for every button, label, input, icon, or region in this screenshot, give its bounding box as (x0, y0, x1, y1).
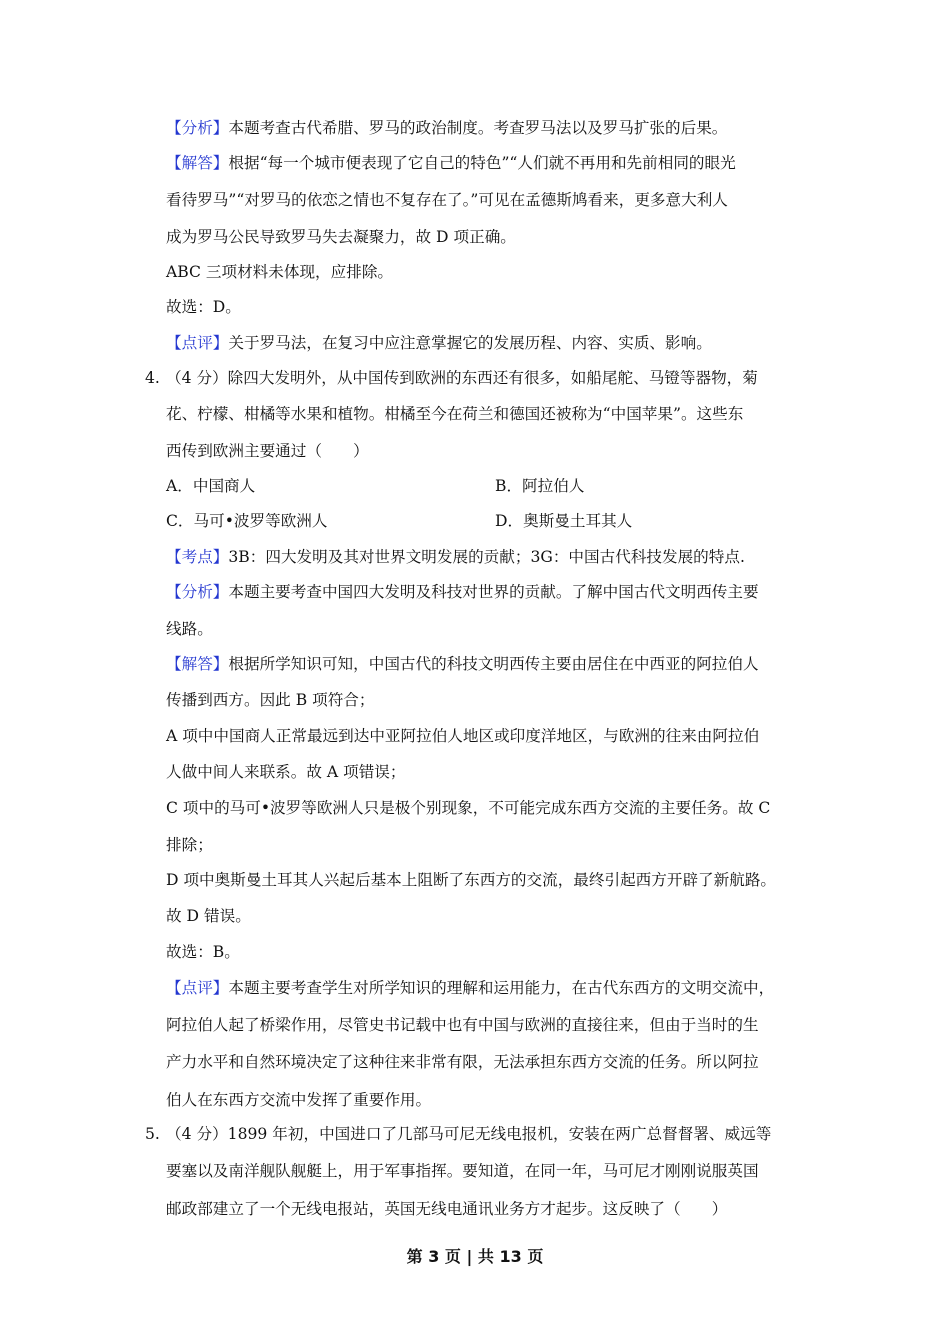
line-text: ABC 三项材料未体现，应排除。 (166, 263, 394, 281)
line-text: 线路。 (166, 620, 213, 638)
text-line (166, 654, 759, 674)
text-line (166, 333, 712, 353)
line-text: 本题考查古代希腊、罗马的政治制度。考查罗马法以及罗马扩张的后果。 (228, 119, 728, 137)
text-line (166, 619, 213, 639)
text-line (166, 441, 369, 461)
line-text: 故选：B。 (166, 943, 240, 961)
section-tag: 【点评】 (166, 334, 229, 352)
text-line (166, 1161, 759, 1181)
line-text: 邮政部建立了一个无线电报站，英国无线电通讯业务方才起步。这反映了（ ） (166, 1200, 728, 1218)
answer-option: C．马可•波罗等欧洲人 (166, 512, 328, 530)
text-line (166, 835, 213, 855)
line-text: 根据“每一个城市便表现了它自己的特色”“人们就不再用和先前相同的眼光 (228, 154, 736, 172)
section-tag: 【考点】 (166, 548, 229, 566)
question-number: 4. (145, 369, 160, 387)
text-line (166, 190, 728, 210)
line-text: 关于罗马法，在复习中应注意掌握它的发展历程、内容、实质、影响。 (228, 334, 712, 352)
line-text: 花、柠檬、柑橘等水果和植物。柑橘至今在荷兰和德国还被称为“中国苹果”。这些东 (166, 405, 744, 423)
text-line (166, 942, 240, 962)
line-text: D 项中奥斯曼土耳其人兴起后基本上阻断了东西方的交流，最终引起西方开辟了新航路。 (166, 871, 777, 889)
text-line (166, 582, 759, 602)
text-line (166, 1052, 759, 1072)
text-line (166, 1090, 431, 1110)
question-stem-line (166, 1124, 771, 1144)
answer-option: A．中国商人 (166, 477, 256, 495)
line-text: 要塞以及南洋舰队舰艇上，用于军事指挥。要知道，在同一年，马可尼才刚刚说服英国 (166, 1162, 759, 1180)
section-tag: 【点评】 (166, 979, 229, 997)
line-text: 排除； (166, 836, 213, 854)
line-text: 3B：四大发明及其对世界文明发展的贡献；3G：中国古代科技发展的特点. (228, 548, 745, 566)
section-tag: 【分析】 (166, 583, 229, 601)
answer-option: D．奥斯曼土耳其人 (495, 512, 633, 530)
text-line (166, 798, 770, 818)
answer-option: B．阿拉伯人 (495, 477, 585, 495)
line-text: 产力水平和自然环境决定了这种往来非常有限，无法承担东西方交流的任务。所以阿拉 (166, 1053, 759, 1071)
section-tag: 【分析】 (166, 119, 229, 137)
line-text: 本题主要考查中国四大发明及科技对世界的贡献。了解中国古代文明西传主要 (228, 583, 759, 601)
text-line (166, 978, 774, 998)
text-line (166, 1199, 727, 1219)
text-line (166, 547, 745, 567)
text-line (166, 726, 759, 746)
question-number: 5. (145, 1125, 160, 1143)
text-line (166, 1015, 759, 1035)
line-text: 成为罗马公民导致罗马失去凝聚力，故 D 项正确。 (166, 228, 516, 246)
text-line (166, 153, 736, 173)
line-text: （4 分）1899 年初，中国进口了几部马可尼无线电报机，安装在两广总督督署、威远等 (166, 1125, 772, 1143)
line-text: 根据所学知识可知，中国古代的科技文明西传主要由居住在中西亚的阿拉伯人 (228, 655, 759, 673)
text-line (166, 297, 241, 317)
line-text: 伯人在东西方交流中发挥了重要作用。 (166, 1091, 432, 1109)
text-line (166, 690, 375, 710)
line-text: 人做中间人来联系。故 A 项错误； (166, 763, 406, 781)
text-line (166, 906, 251, 926)
text-line (166, 227, 516, 247)
text-line (166, 262, 393, 282)
line-text: 西传到欧洲主要通过（ ） (166, 442, 369, 460)
section-tag: 【解答】 (166, 154, 229, 172)
line-text: 传播到西方。因此 B 项符合； (166, 691, 375, 709)
line-text: 阿拉伯人起了桥梁作用，尽管史书记载中也有中国与欧洲的直接往来，但由于当时的生 (166, 1016, 759, 1034)
line-text: 本题主要考查学生对所学知识的理解和运用能力，在古代东西方的文明交流中， (228, 979, 775, 997)
text-line (166, 762, 406, 782)
line-text: C 项中的马可•波罗等欧洲人只是极个别现象，不可能完成东西方交流的主要任务。故 C (166, 799, 771, 817)
text-line (166, 118, 727, 138)
line-text: 故选：D。 (166, 298, 241, 316)
text-line (166, 404, 743, 424)
line-text: 故 D 错误。 (166, 907, 251, 925)
question-stem-line (166, 368, 758, 388)
line-text: 看待罗马”“对罗马的依恋之情也不复存在了。”可见在孟德斯鸠看来，更多意大利人 (166, 191, 728, 209)
section-tag: 【解答】 (166, 655, 229, 673)
line-text: A 项中中国商人正常最远到达中亚阿拉伯人地区或印度洋地区，与欧洲的往来由阿拉伯 (166, 727, 760, 745)
line-text: （4 分）除四大发明外，从中国传到欧洲的东西还有很多，如船尾舵、马镫等器物，菊 (166, 369, 758, 387)
page-footer: 第 3 页 | 共 13 页 (406, 1247, 544, 1266)
text-line (166, 870, 776, 890)
